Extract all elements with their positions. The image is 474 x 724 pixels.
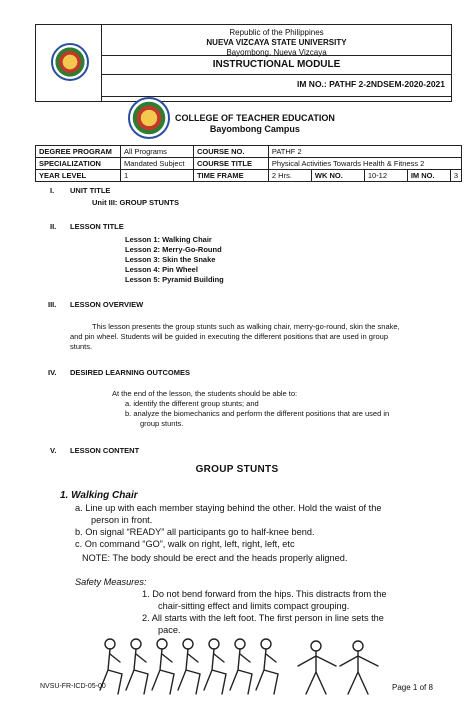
- figure-9-icon: [340, 641, 378, 694]
- section-5-number: V.: [50, 446, 57, 455]
- step-c: c. On command “GO”, walk on right, left, right, left, etc: [75, 539, 295, 549]
- figure-5-icon: [204, 639, 226, 694]
- college-name: COLLEGE OF TEACHER EDUCATION: [175, 113, 335, 123]
- time-frame-label: TIME FRAME: [193, 170, 268, 182]
- week-value: 10-12: [364, 170, 407, 182]
- outcomes-intro: At the end of the lesson, the students should be able to:: [112, 389, 298, 398]
- figure-7-icon: [256, 639, 278, 694]
- section-2-title: LESSON TITLE: [70, 222, 124, 231]
- section-2-number: II.: [50, 222, 57, 231]
- outcome-a: a. identify the different group stunts; and: [125, 399, 259, 408]
- figure-8-icon: [298, 641, 336, 694]
- figure-3-icon: [152, 639, 174, 694]
- figure-6-icon: [230, 639, 252, 694]
- footer-page: Page 1 of 8: [392, 683, 433, 692]
- year-level-label: YEAR LEVEL: [36, 170, 121, 182]
- university-location: Bayombong, Nueva Vizcaya: [226, 48, 327, 57]
- degree-value: All Programs: [120, 146, 193, 158]
- safety-1-line-1: 1. Do not bend forward from the hips. This distracts from the: [142, 589, 387, 599]
- im-value: 3: [450, 170, 461, 182]
- section-4-number: IV.: [48, 368, 57, 377]
- overview-line-2: and pin wheel. Students will be guided in executing the different positions that are used in group: [70, 332, 388, 341]
- section-3-title: LESSON OVERVIEW: [70, 300, 144, 309]
- campus-name: Bayombong Campus: [209, 124, 300, 134]
- safety-heading: Safety Measures:: [75, 577, 147, 587]
- college-seal-icon: [128, 97, 170, 139]
- header-institution: [102, 25, 451, 56]
- section-4-title: DESIRED LEARNING OUTCOMES: [70, 368, 191, 377]
- week-label: WK NO.: [311, 170, 364, 182]
- course-no-label: COURSE NO.: [193, 146, 268, 158]
- safety-1-line-2: chair-sitting effect and limits compact grouping.: [158, 601, 350, 611]
- walking-chair-illustration: [90, 632, 390, 708]
- specialization-value: Mandated Subject: [120, 158, 193, 170]
- figure-4-icon: [178, 639, 200, 694]
- outcome-b-line-1: b. analyze the biomechanics and perform the different positions that are used in: [125, 409, 390, 418]
- university-name: NUEVA VIZCAYA STATE UNIVERSITY: [206, 38, 347, 47]
- course-info-table: [35, 145, 462, 182]
- im-label: IM NO.: [407, 170, 450, 182]
- specialization-label: SPECIALIZATION: [36, 158, 121, 170]
- walking-chair-title: 1. Walking Chair: [60, 490, 138, 501]
- course-title-label: COURSE TITLE: [193, 158, 268, 170]
- overview-line-3: stunts.: [70, 342, 93, 351]
- step-a-line-1: a. Line up with each member staying behind the other. Hold the waist of the: [75, 503, 382, 513]
- college-block: [175, 113, 335, 135]
- lesson-3: Lesson 3: Skin the Snake: [125, 255, 216, 264]
- outcome-b-line-2: group stunts.: [140, 419, 184, 428]
- time-frame-value: 2 Hrs.: [268, 170, 311, 182]
- section-1-title: UNIT TITLE: [70, 186, 111, 195]
- safety-2-line-1: 2. All starts with the left foot. The first person in line sets the: [142, 613, 384, 623]
- module-title: INSTRUCTIONAL MODULE: [102, 56, 451, 75]
- university-seal-icon: [51, 43, 89, 81]
- section-1-number: I.: [50, 186, 55, 195]
- step-b: b. On signal “READY” all participants go to half-knee bend.: [75, 527, 315, 537]
- content-heading: GROUP STUNTS: [195, 464, 279, 475]
- safety-2-line-2: pace.: [158, 625, 181, 635]
- lesson-5: Lesson 5: Pyramid Building: [125, 275, 224, 284]
- course-title-value: Physical Activities Towards Health & Fitness 2: [268, 158, 461, 170]
- republic-text: Republic of the Philippines: [229, 28, 324, 37]
- section-5-title: LESSON CONTENT: [70, 446, 140, 455]
- unit-title: Unit III: GROUP STUNTS: [92, 198, 179, 207]
- overview-line-1: This lesson presents the group stunts such as walking chair, merry-go-round, skin the snake,: [92, 322, 400, 331]
- figure-2-icon: [126, 639, 148, 694]
- course-no-value: PATHF 2: [268, 146, 461, 158]
- lesson-4: Lesson 4: Pin Wheel: [125, 265, 198, 274]
- im-number: IM NO.: PATHF 2-2NDSEM-2020-2021: [297, 79, 445, 89]
- footer-code: NVSU-FR-ICD-05-00: [40, 683, 106, 690]
- lesson-1: Lesson 1: Walking Chair: [125, 235, 212, 244]
- section-3-number: III.: [48, 300, 57, 309]
- year-level-value: 1: [120, 170, 193, 182]
- step-a-line-2: person in front.: [91, 515, 153, 525]
- logo-cell: [36, 25, 102, 101]
- note-text: NOTE: The body should be erect and the heads properly aligned.: [82, 553, 348, 563]
- header-table: [35, 24, 452, 102]
- lesson-2: Lesson 2: Merry-Go-Round: [125, 245, 222, 254]
- degree-label: DEGREE PROGRAM: [36, 146, 121, 158]
